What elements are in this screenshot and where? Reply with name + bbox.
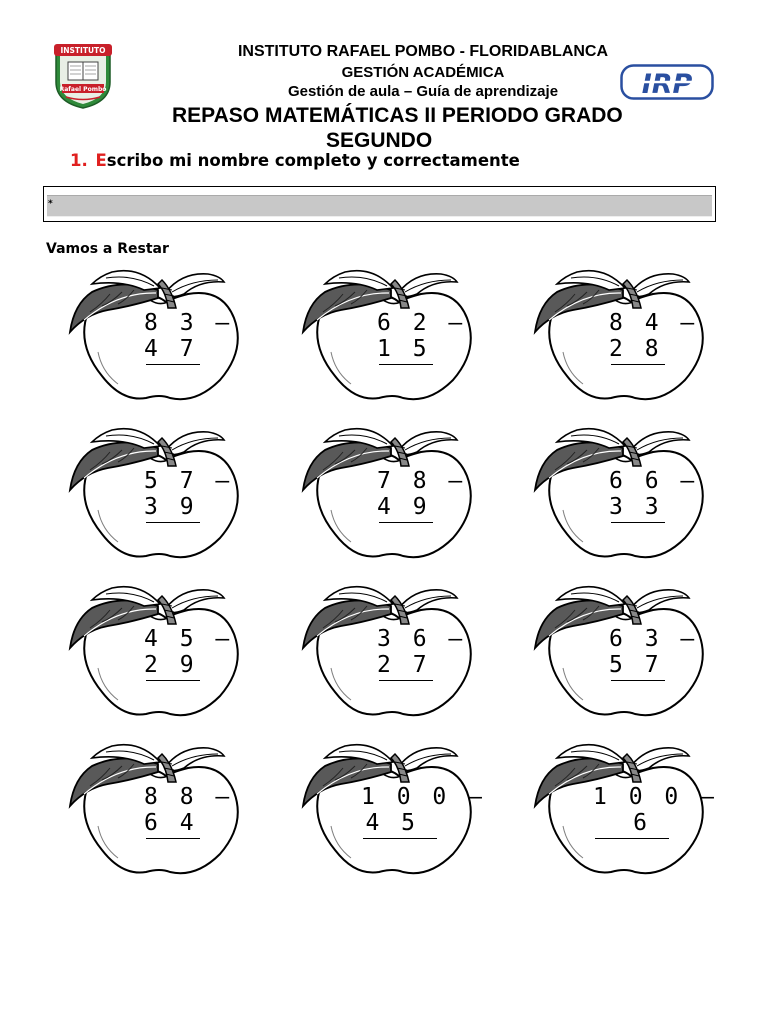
subtraction-operation [361,784,486,839]
answer-line[interactable] [611,680,665,681]
subtrahend: 3 9 [144,494,198,520]
subtraction-grid [62,262,722,892]
subtraction-operation [609,626,699,681]
instruction-number: 1. [70,151,88,170]
minuend: 1 0 0 – [361,784,486,810]
subtraction-operation [144,310,234,365]
minuend: 7 8 – [377,468,467,494]
name-input-fill [47,195,712,217]
apple-problem-6 [527,420,722,570]
subtrahend: 4 5 [365,810,419,836]
answer-line[interactable] [611,522,665,523]
minuend: 5 7 – [144,468,234,494]
subtrahend: 2 7 [377,652,431,678]
apple-problem-10 [62,736,257,886]
apple-problem-12 [527,736,722,886]
minuend: 6 6 – [609,468,699,494]
subtrahend: 2 8 [609,336,663,362]
answer-line[interactable] [611,364,665,365]
subtraction-operation [144,468,234,523]
page-title-line2: SEGUNDO [326,129,433,152]
minuend: 8 8 – [144,784,234,810]
crest-bottom-text: Rafael Pombo [59,86,107,93]
answer-line[interactable] [363,838,437,839]
school-name: INSTITUTO RAFAEL POMBO - FLORIDABLANCA [237,43,609,60]
page-title [172,103,692,153]
apple-problem-11 [295,736,490,886]
apple-problem-2 [295,262,490,412]
instruction-first-letter: E [95,151,107,170]
minuend: 6 3 – [609,626,699,652]
apple-problem-8 [295,578,490,728]
name-field-marker: * [48,199,53,209]
subtrahend: 6 [633,810,651,836]
subtrahend: 5 7 [609,652,663,678]
academic-area: GESTIÓN ACADÉMICA [341,64,505,81]
subtraction-operation [377,468,467,523]
answer-line[interactable] [146,364,200,365]
subtrahend: 2 9 [144,652,198,678]
apple-problem-7 [62,578,257,728]
answer-line[interactable] [595,838,669,839]
crest-top-text: INSTITUTO [60,46,106,55]
guide-subtitle: Gestión de aula – Guía de aprendizaje [287,83,559,100]
subtraction-operation [609,468,699,523]
irp-logo-text: IRP [641,69,693,100]
answer-line[interactable] [146,680,200,681]
subtraction-operation [609,310,699,365]
apple-problem-4 [62,420,257,570]
subtrahend: 4 9 [377,494,431,520]
subtraction-operation [144,784,234,839]
answer-line[interactable] [379,522,433,523]
subtraction-operation [377,310,467,365]
answer-line[interactable] [379,364,433,365]
minuend: 8 3 – [144,310,234,336]
answer-line[interactable] [379,680,433,681]
instruction-rest: scribo mi nombre completo y correctamente [106,151,520,170]
minuend: 8 4 – [609,310,699,336]
subtraction-operation [593,784,718,839]
apple-problem-1 [62,262,257,412]
minuend: 3 6 – [377,626,467,652]
page-title-line1: REPASO MATEMÁTICAS II PERIODO GRADO [172,104,623,127]
apple-problem-5 [295,420,490,570]
section-label: Vamos a Restar [46,241,169,257]
name-input-box[interactable] [43,186,716,222]
answer-line[interactable] [146,838,200,839]
subtrahend: 3 3 [609,494,663,520]
apple-problem-9 [527,578,722,728]
answer-line[interactable] [146,522,200,523]
subtraction-operation [377,626,467,681]
subtraction-operation [144,626,234,681]
minuend: 1 0 0 – [593,784,718,810]
subtrahend: 4 7 [144,336,198,362]
subtrahend: 6 4 [144,810,198,836]
minuend: 4 5 – [144,626,234,652]
apple-problem-3 [527,262,722,412]
subtrahend: 1 5 [377,336,431,362]
instruction-text [70,151,520,170]
minuend: 6 2 – [377,310,467,336]
